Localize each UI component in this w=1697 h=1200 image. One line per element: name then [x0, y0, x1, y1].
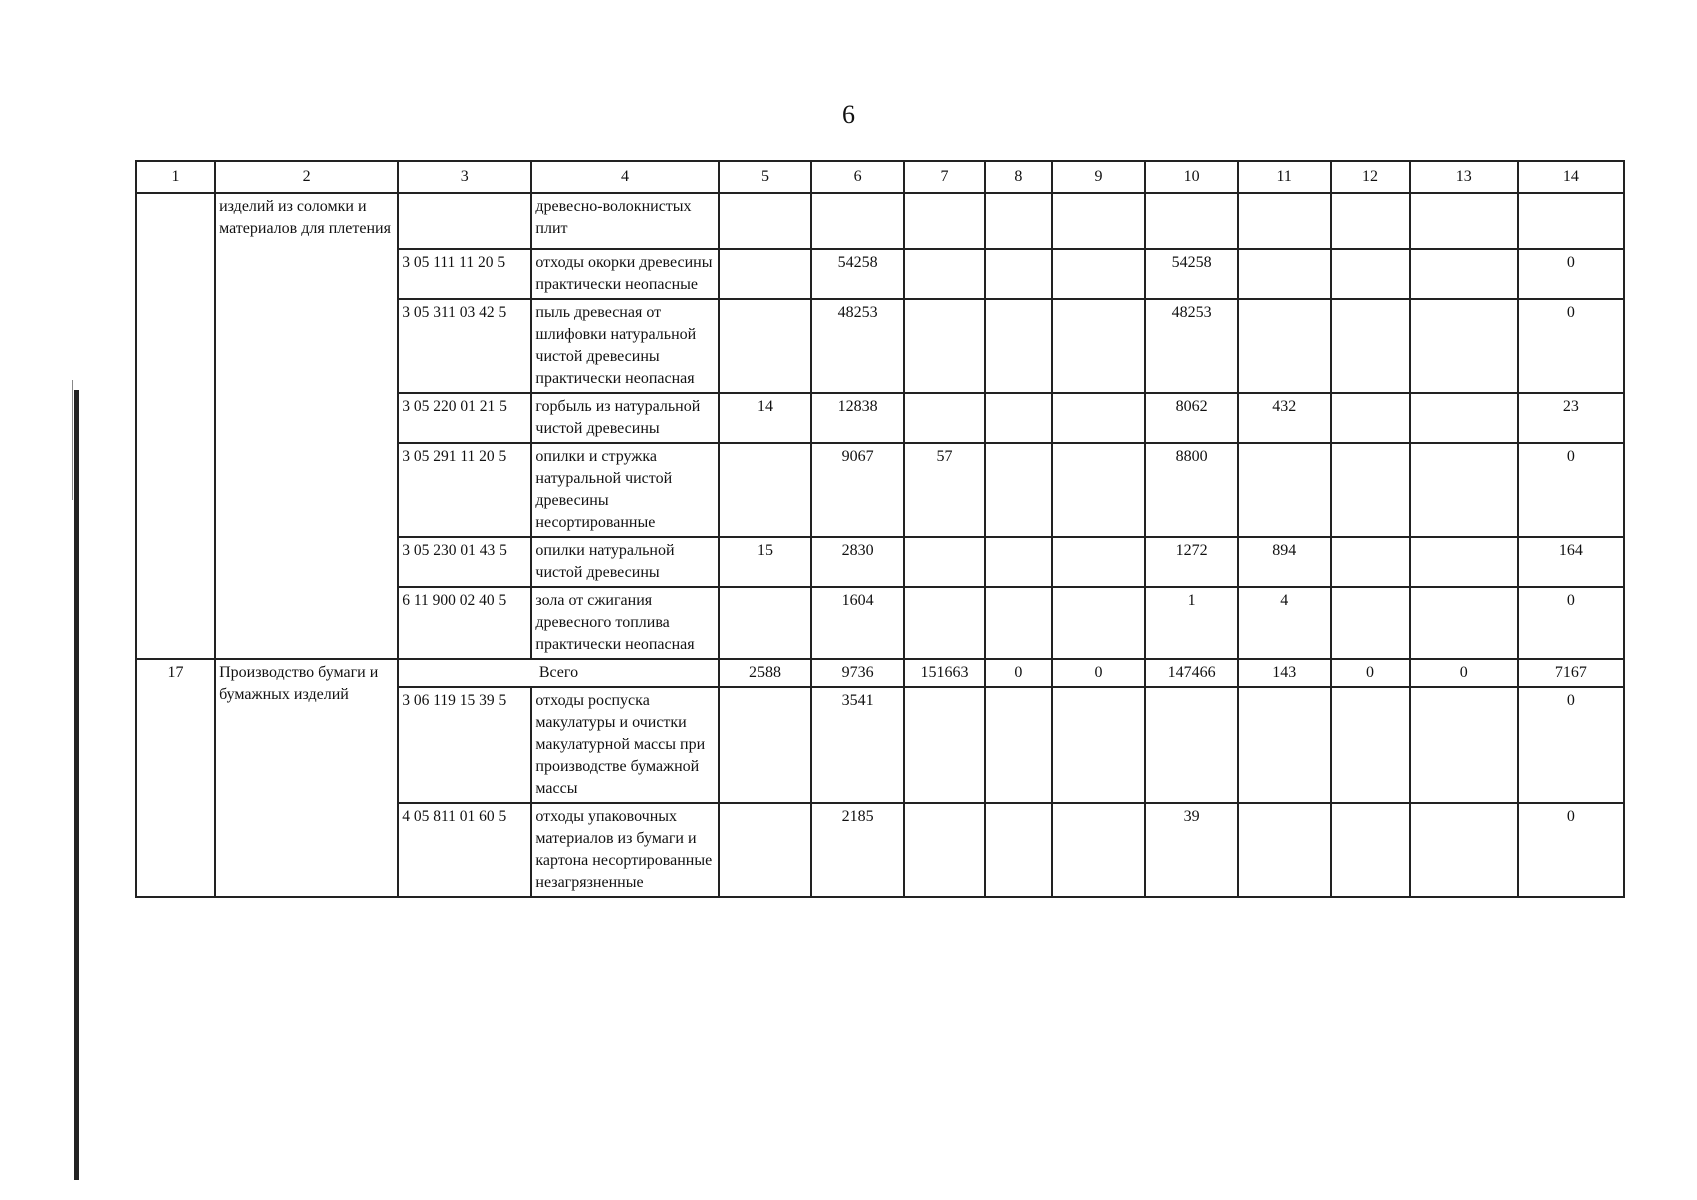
value-cell — [1238, 193, 1331, 249]
col-header: 2 — [215, 161, 398, 193]
group-number-cell — [136, 193, 215, 659]
waste-code — [398, 193, 531, 249]
value-cell — [1331, 443, 1410, 537]
table-row — [136, 193, 1624, 249]
value-cell — [1410, 587, 1518, 659]
page-number: 6 — [842, 100, 855, 129]
value-cell — [1238, 299, 1331, 393]
total-value: 143 — [1238, 659, 1331, 687]
waste-description: отходы упаковочных материалов из бумаги и картона несортированные незагрязненные — [531, 803, 718, 897]
value-cell — [1331, 803, 1410, 897]
value-cell — [1410, 393, 1518, 443]
value-cell: 54258 — [1145, 249, 1238, 299]
value-cell: 9067 — [811, 443, 904, 537]
col-header: 7 — [904, 161, 985, 193]
value-cell — [719, 193, 812, 249]
value-cell — [985, 249, 1052, 299]
total-value: 0 — [1052, 659, 1146, 687]
value-cell — [1052, 587, 1146, 659]
waste-description: опилки и стружка натуральной чистой древесины несортированные — [531, 443, 718, 537]
value-cell — [1331, 299, 1410, 393]
waste-code: 6 11 900 02 40 5 — [398, 587, 531, 659]
value-cell — [904, 803, 985, 897]
value-cell: 0 — [1518, 443, 1624, 537]
value-cell: 2830 — [811, 537, 904, 587]
value-cell: 15 — [719, 537, 812, 587]
col-header: 5 — [719, 161, 812, 193]
total-value: 9736 — [811, 659, 904, 687]
value-cell — [1331, 537, 1410, 587]
value-cell: 0 — [1518, 687, 1624, 803]
waste-description: горбыль из натуральной чистой древесины — [531, 393, 718, 443]
value-cell — [985, 299, 1052, 393]
total-value: 0 — [985, 659, 1052, 687]
total-value: 151663 — [904, 659, 985, 687]
value-cell: 0 — [1518, 249, 1624, 299]
value-cell — [1052, 393, 1146, 443]
value-cell — [985, 587, 1052, 659]
total-value: 2588 — [719, 659, 812, 687]
value-cell — [904, 193, 985, 249]
waste-description: древесно-волокнистых плит — [531, 193, 718, 249]
value-cell — [904, 537, 985, 587]
col-header: 3 — [398, 161, 531, 193]
value-cell: 12838 — [811, 393, 904, 443]
value-cell — [1238, 249, 1331, 299]
value-cell — [1238, 803, 1331, 897]
waste-code: 4 05 811 01 60 5 — [398, 803, 531, 897]
header-row — [136, 161, 1624, 193]
waste-code: 3 05 230 01 43 5 — [398, 537, 531, 587]
value-cell — [985, 393, 1052, 443]
value-cell: 39 — [1145, 803, 1238, 897]
value-cell — [1145, 687, 1238, 803]
value-cell — [985, 443, 1052, 537]
scan-edge-line — [72, 380, 73, 500]
col-header: 9 — [1052, 161, 1146, 193]
col-header: 6 — [811, 161, 904, 193]
value-cell — [719, 803, 812, 897]
value-cell: 1 — [1145, 587, 1238, 659]
col-header: 4 — [531, 161, 718, 193]
value-cell — [719, 443, 812, 537]
total-value: 7167 — [1518, 659, 1624, 687]
group-number: 17 — [136, 659, 215, 897]
scan-edge-mark — [74, 390, 79, 1180]
value-cell — [1410, 249, 1518, 299]
col-header: 12 — [1331, 161, 1410, 193]
value-cell — [1331, 393, 1410, 443]
total-label: Всего — [398, 659, 718, 687]
value-cell — [1052, 443, 1146, 537]
value-cell — [1331, 587, 1410, 659]
value-cell — [1052, 193, 1146, 249]
value-cell — [1052, 537, 1146, 587]
value-cell — [1331, 687, 1410, 803]
waste-description: опилки натуральной чистой древесины — [531, 537, 718, 587]
value-cell — [985, 537, 1052, 587]
value-cell: 23 — [1518, 393, 1624, 443]
value-cell: 8800 — [1145, 443, 1238, 537]
value-cell — [1145, 193, 1238, 249]
value-cell — [1331, 249, 1410, 299]
value-cell — [1331, 193, 1410, 249]
value-cell: 14 — [719, 393, 812, 443]
value-cell — [1410, 687, 1518, 803]
waste-description: отходы окорки древесины практически неопасные — [531, 249, 718, 299]
value-cell — [904, 249, 985, 299]
value-cell: 164 — [1518, 537, 1624, 587]
col-header: 10 — [1145, 161, 1238, 193]
value-cell — [1410, 803, 1518, 897]
value-cell: 432 — [1238, 393, 1331, 443]
value-cell — [904, 687, 985, 803]
value-cell — [719, 687, 812, 803]
waste-code: 3 06 119 15 39 5 — [398, 687, 531, 803]
value-cell — [904, 393, 985, 443]
total-value: 147466 — [1145, 659, 1238, 687]
value-cell — [1410, 537, 1518, 587]
value-cell — [1238, 687, 1331, 803]
value-cell: 0 — [1518, 587, 1624, 659]
value-cell — [904, 299, 985, 393]
value-cell: 0 — [1518, 803, 1624, 897]
value-cell: 48253 — [811, 299, 904, 393]
value-cell — [904, 587, 985, 659]
waste-code: 3 05 111 11 20 5 — [398, 249, 531, 299]
value-cell — [1238, 443, 1331, 537]
value-cell: 3541 — [811, 687, 904, 803]
activity-name: Производство бумаги и бумажных изделий — [215, 659, 398, 897]
value-cell: 2185 — [811, 803, 904, 897]
total-value: 0 — [1410, 659, 1518, 687]
value-cell — [1052, 803, 1146, 897]
value-cell — [719, 587, 812, 659]
value-cell — [1052, 249, 1146, 299]
value-cell — [985, 193, 1052, 249]
value-cell — [1052, 687, 1146, 803]
value-cell — [811, 193, 904, 249]
value-cell: 57 — [904, 443, 985, 537]
waste-code: 3 05 291 11 20 5 — [398, 443, 531, 537]
waste-description: отходы роспуска макулатуры и очистки макулатурной массы при производстве бумажной массы — [531, 687, 718, 803]
value-cell — [719, 249, 812, 299]
value-cell: 1604 — [811, 587, 904, 659]
waste-code: 3 05 311 03 42 5 — [398, 299, 531, 393]
waste-description: зола от сжигания древесного топлива практически неопасная — [531, 587, 718, 659]
col-header: 11 — [1238, 161, 1331, 193]
waste-code: 3 05 220 01 21 5 — [398, 393, 531, 443]
col-header: 13 — [1410, 161, 1518, 193]
col-header: 8 — [985, 161, 1052, 193]
value-cell: 4 — [1238, 587, 1331, 659]
col-header: 1 — [136, 161, 215, 193]
value-cell: 48253 — [1145, 299, 1238, 393]
col-header: 14 — [1518, 161, 1624, 193]
value-cell — [1052, 299, 1146, 393]
total-row — [136, 659, 1624, 687]
value-cell — [1410, 299, 1518, 393]
total-value: 0 — [1331, 659, 1410, 687]
value-cell — [719, 299, 812, 393]
waste-table — [135, 160, 1625, 898]
activity-name: изделий из соломки и материалов для плетения — [215, 193, 398, 659]
value-cell: 1272 — [1145, 537, 1238, 587]
value-cell — [1518, 193, 1624, 249]
value-cell: 8062 — [1145, 393, 1238, 443]
value-cell — [985, 687, 1052, 803]
value-cell — [1410, 193, 1518, 249]
value-cell — [985, 803, 1052, 897]
value-cell: 894 — [1238, 537, 1331, 587]
value-cell: 54258 — [811, 249, 904, 299]
waste-description: пыль древесная от шлифовки натуральной чистой древесины практически неопасная — [531, 299, 718, 393]
value-cell: 0 — [1518, 299, 1624, 393]
value-cell — [1410, 443, 1518, 537]
